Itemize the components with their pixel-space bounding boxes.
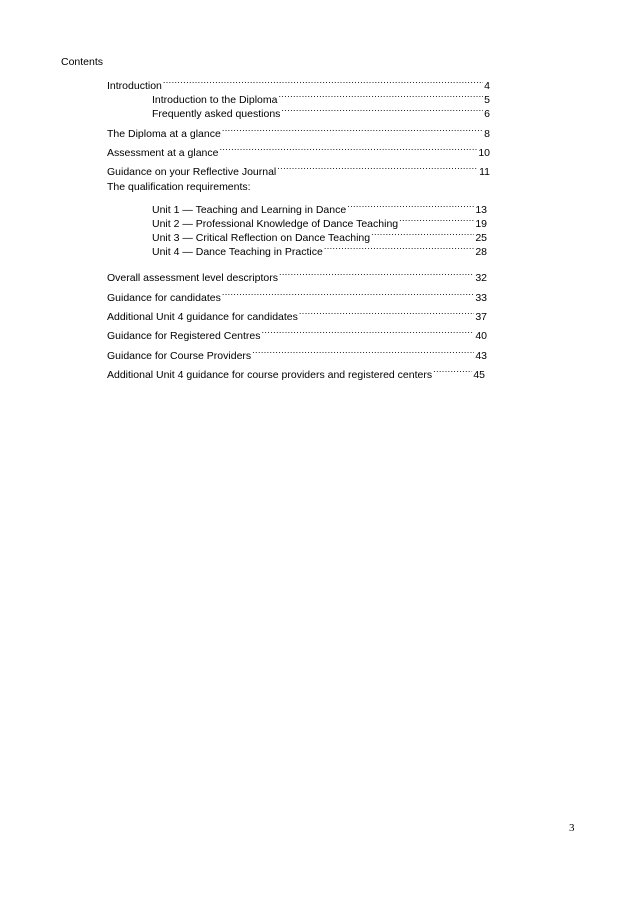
- dot-leader: [371, 227, 474, 241]
- dot-leader: [252, 345, 474, 359]
- toc-entry-label: Frequently asked questions: [152, 108, 281, 120]
- toc-entry: [107, 161, 490, 178]
- toc-entry-page: 5: [484, 94, 490, 106]
- toc-entry: [152, 89, 490, 106]
- dot-leader: [433, 364, 472, 378]
- toc-entry-page: 11: [479, 166, 490, 178]
- toc-entry: [107, 142, 490, 159]
- toc-entry: [107, 345, 487, 362]
- dot-leader: [324, 241, 475, 255]
- dot-leader: [222, 287, 474, 301]
- toc-entry-label: Additional Unit 4 guidance for course providers and registered centers: [107, 369, 433, 381]
- dot-leader: [299, 306, 474, 320]
- toc-entry-label: The Diploma at a glance: [107, 128, 221, 140]
- toc-entry: [152, 199, 487, 216]
- dot-leader: [262, 325, 475, 339]
- toc-entry-label: Unit 2 — Professional Knowledge of Dance Teaching: [152, 218, 399, 230]
- toc-entry-page: 45: [473, 369, 485, 381]
- toc-entry-page: 4: [484, 80, 490, 92]
- dot-leader: [222, 123, 483, 137]
- toc-entry-label: Guidance on your Reflective Journal: [107, 166, 277, 178]
- toc-entry-label: Guidance for Registered Centres: [107, 330, 261, 342]
- toc-entry-page: 37: [475, 311, 487, 323]
- toc-entry: [107, 364, 485, 381]
- toc-entry: [107, 75, 490, 92]
- toc-entry-page: 13: [475, 204, 487, 216]
- toc-entry-page: 33: [475, 292, 487, 304]
- toc-entry-page: 28: [475, 246, 487, 258]
- toc-entry: [152, 241, 487, 258]
- dot-leader: [279, 267, 474, 281]
- toc-entry-page: 43: [475, 350, 487, 362]
- toc-entry-label: Unit 3 — Critical Reflection on Dance Teaching: [152, 232, 371, 244]
- toc-entry: [107, 287, 487, 304]
- toc-entry-label: Introduction to the Diploma: [152, 94, 278, 106]
- toc-entry-page: 8: [484, 128, 490, 140]
- toc-entry-page: 6: [484, 108, 490, 120]
- toc-entry: [152, 103, 490, 120]
- toc-entry: [152, 213, 487, 230]
- toc-entry: [152, 227, 487, 244]
- dot-leader: [281, 103, 483, 117]
- dot-leader: [347, 199, 474, 213]
- toc-entry-page: 25: [475, 232, 487, 244]
- contents-heading: Contents: [61, 56, 104, 68]
- toc-section-heading: The qualification requirements:: [107, 181, 251, 193]
- dot-leader: [219, 142, 477, 156]
- toc-entry-label: Overall assessment level descriptors: [107, 272, 278, 284]
- page-number: 3: [569, 822, 575, 834]
- toc-entry-label: Assessment at a glance: [107, 147, 219, 159]
- dot-leader: [279, 89, 484, 103]
- dot-leader: [163, 75, 483, 89]
- toc-entry-label: Unit 4 — Dance Teaching in Practice: [152, 246, 323, 258]
- toc-entry: [107, 306, 487, 323]
- toc-entry: [107, 267, 487, 284]
- toc-entry: [107, 325, 487, 342]
- dot-leader: [277, 161, 478, 175]
- toc-entry-label: Introduction: [107, 80, 162, 92]
- toc-entry-label: Unit 1 — Teaching and Learning in Dance: [152, 204, 347, 216]
- toc-entry: [107, 123, 490, 140]
- dot-leader: [399, 213, 474, 227]
- toc-entry-label: Guidance for candidates: [107, 292, 221, 304]
- toc-entry-label: Additional Unit 4 guidance for candidates: [107, 311, 298, 323]
- toc-entry-page: 19: [475, 218, 487, 230]
- toc-entry-page: 32: [475, 272, 487, 284]
- toc-entry-page: 40: [475, 330, 487, 342]
- toc-entry-label: Guidance for Course Providers: [107, 350, 252, 362]
- toc-entry-page: 10: [478, 147, 490, 159]
